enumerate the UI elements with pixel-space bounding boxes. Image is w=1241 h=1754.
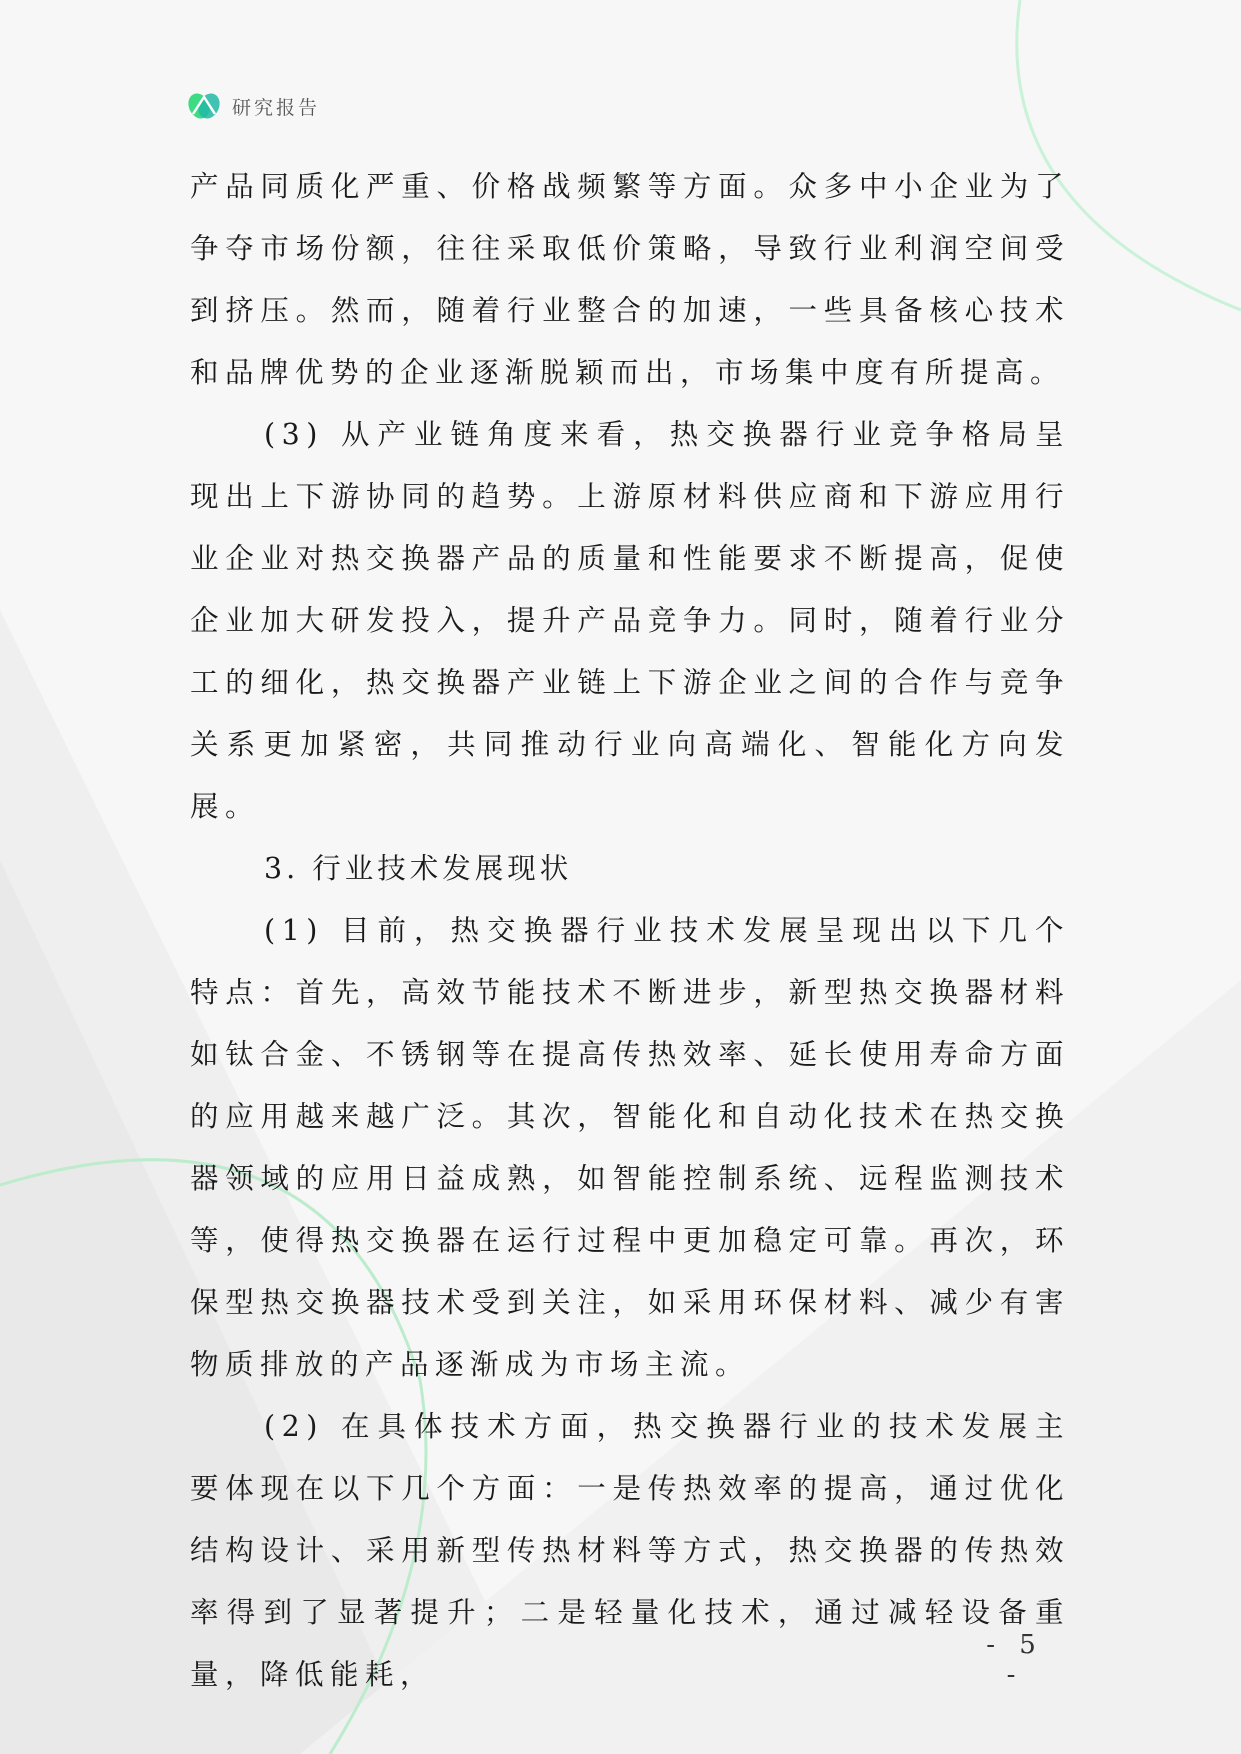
- paragraph-market-concentration: 产品同质化严重、价格战频繁等方面。众多中小企业为了争夺市场份额，往往采取低价策略，导致行业利润空间受到挤压。然而，随着行业整合的加速，一些具备核心技术和品牌优势的企业逐渐脱颖而出，市场集中度有所提高。: [190, 170, 1070, 389]
- document-body: [190, 156, 1070, 1706]
- header-title: 研究报告: [232, 96, 321, 119]
- brand-logo-icon: [186, 88, 222, 124]
- paragraph-industry-chain: (3) 从产业链角度来看，热交换器行业竞争格局呈现出上下游协同的趋势。上游原材料供应商和下游应用行业企业对热交换器产品的质量和性能要求不断提高，促使企业加大研发投入，提升产品竞争力。同时，随着行业分工的细化，热交换器产业链上下游企业之间的合作与竞争关系更加紧密，共同推动行业向高端化、智能化方向发展。: [190, 418, 1070, 823]
- paragraph-tech-features: (1) 目前，热交换器行业技术发展呈现出以下几个特点：首先，高效节能技术不断进步，新型热交换器材料如钛合金、不锈钢等在提高传热效率、延长使用寿命方面的应用越来越广泛。其次，智能化和自动化技术在热交换器领域的应用日益成熟，如智能控制系统、远程监测技术等，使得热交换器在运行过程中更加稳定可靠。再次，环保型热交换器技术受到关注，如采用环保材料、减少有害物质排放的产品逐渐成为市场主流。: [190, 914, 1070, 1381]
- section-heading-tech-status: 3. 行业技术发展现状: [264, 852, 573, 885]
- paragraph-tech-specifics: (2) 在具体技术方面，热交换器行业的技术发展主要体现在以下几个方面：一是传热效率的提高，通过优化结构设计、采用新型传热材料等方式，热交换器的传热效率得到了显著提升；二是轻量化技术，通过减轻设备重量，降低能耗，: [190, 1410, 1070, 1691]
- report-header: [186, 88, 320, 124]
- page-number: - 5 -: [986, 1630, 1044, 1690]
